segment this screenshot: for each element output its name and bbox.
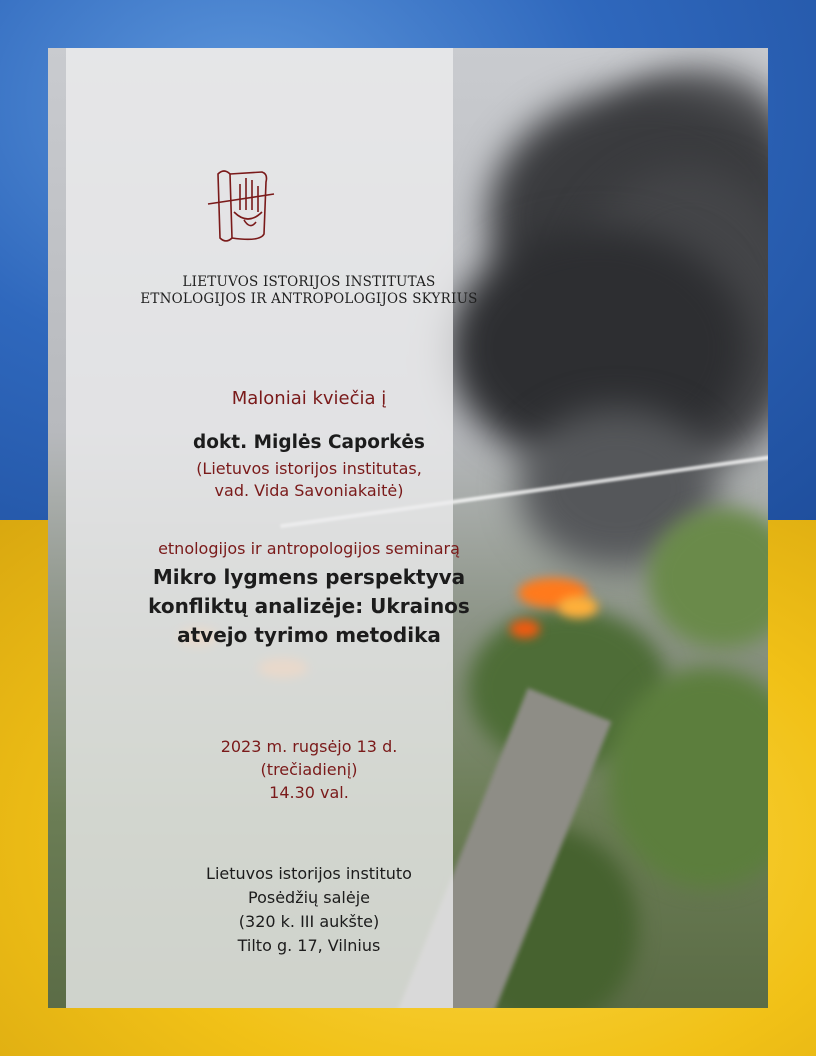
invitation-intro: Maloniai kviečia į (231, 388, 387, 409)
event-location: Lietuvos istorijos instituto Posėdžių salėje (320 k. III aukšte) Tilto g. 17, Vilnius (206, 864, 412, 955)
speaker-name: dokt. Miglės Caporkės (193, 432, 425, 453)
institute-name: LIETUVOS ISTORIJOS INSTITUTAS (182, 274, 436, 290)
seminar-label: etnologijos ir antropologijos seminarą (158, 539, 460, 558)
event-date: 2023 m. rugsėjo 13 d. (220, 737, 398, 756)
poster (48, 48, 768, 1008)
event-datetime (48, 735, 570, 804)
institute-heading (48, 274, 570, 308)
speaker-affiliation: (Lietuvos istorijos institutas, vad. Vida Savoniakaitė) (196, 459, 422, 500)
seminar-title: Mikro lygmens perspektyva konfliktų analizėje: Ukrainos atvejo tyrimo metodika (148, 565, 470, 647)
event-weekday: (trečiadienį) (260, 760, 358, 779)
event-time: 14.30 val. (269, 783, 349, 802)
department-name: ETNOLOGIJOS IR ANTROPOLOGIJOS SKYRIUS (140, 291, 478, 307)
institute-logo-icon (204, 164, 278, 244)
